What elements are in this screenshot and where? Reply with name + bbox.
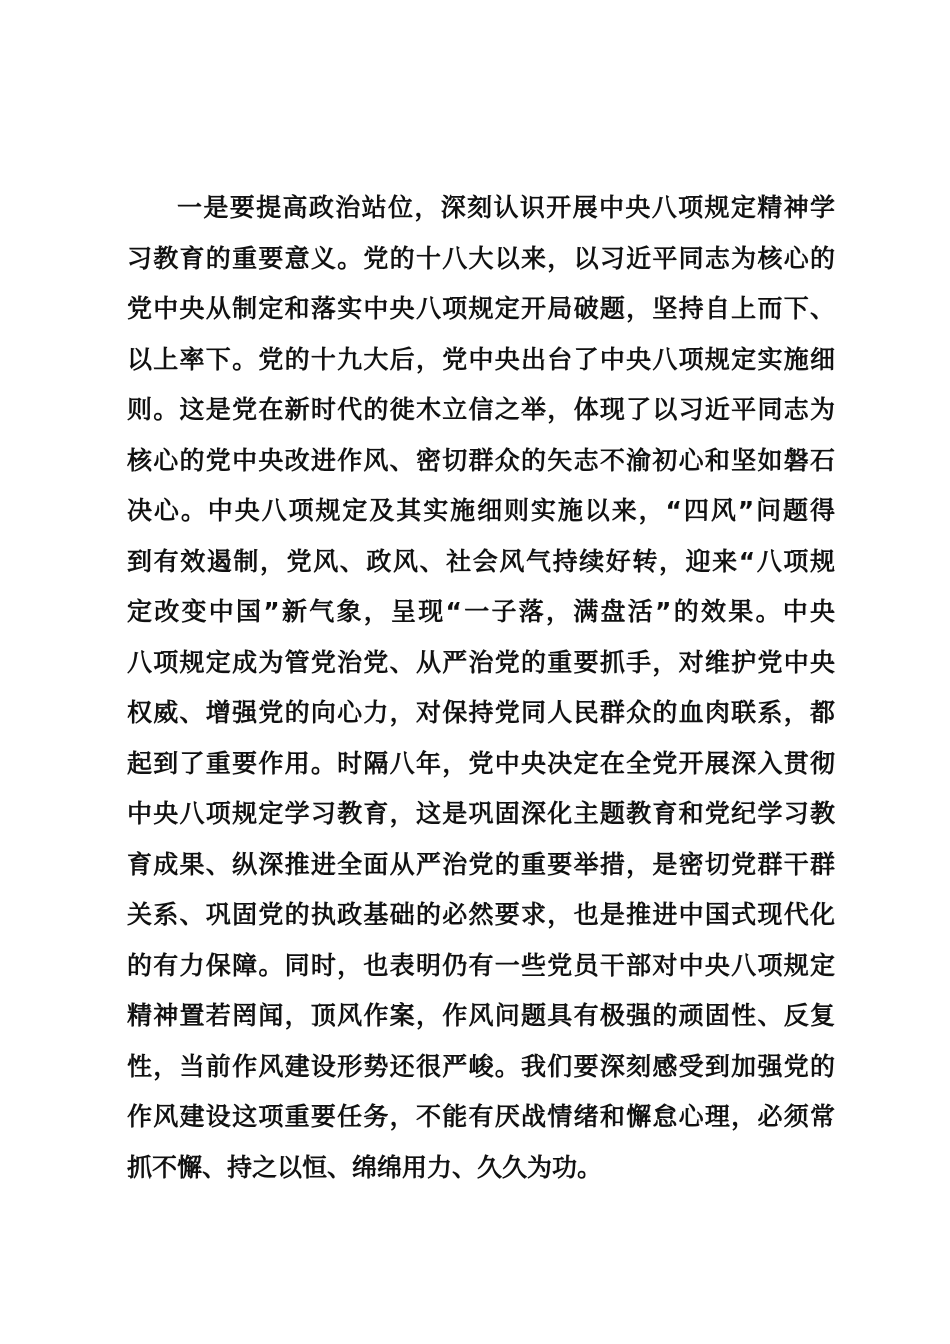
paragraph-line: 一是要提高政治站位，深刻认识开展中央八项规定精神学 (177, 193, 835, 222)
paragraph-line: 则。这是党在新时代的徙木立信之举，体现了以习近平同志为 (127, 395, 835, 424)
paragraph-line: 抓不懈、持之以恒、绵绵用力、久久为功。 (127, 1152, 603, 1182)
body-paragraph (127, 183, 835, 1193)
paragraph-line: 八项规定成为管党治党、从严治党的重要抓手，对维护党中央 (127, 647, 835, 677)
paragraph-line: 以上率下。党的十九大后，党中央出台了中央八项规定实施细 (127, 344, 835, 374)
paragraph-line: 起到了重要作用。时隔八年，党中央决定在全党开展深入贯彻 (127, 748, 835, 778)
paragraph-line: 的有力保障。同时，也表明仍有一些党员干部对中央八项规定 (127, 950, 835, 980)
paragraph-line: 精神置若罔闻，顶风作案，作风问题具有极强的顽固性、反复 (127, 1001, 835, 1030)
paragraph-line: 育成果、纵深推进全面从严治党的重要举措，是密切党群干群 (127, 849, 835, 879)
paragraph-line: 定改变中国”新气象，呈现“一子落，满盘活”的效果。中央 (127, 597, 835, 626)
paragraph-line: 作风建设这项重要任务，不能有厌战情绪和懈怠心理，必须常 (127, 1102, 835, 1131)
paragraph-line: 中央八项规定学习教育，这是巩固深化主题教育和党纪学习教 (127, 799, 835, 828)
paragraph-line: 权威、增强党的向心力，对保持党同人民群众的血肉联系，都 (127, 698, 835, 727)
paragraph-line: 到有效遏制，党风、政风、社会风气持续好转，迎来“八项规 (127, 546, 835, 576)
paragraph-line: 关系、巩固党的执政基础的必然要求，也是推进中国式现代化 (127, 900, 835, 929)
paragraph-line: 决心。中央八项规定及其实施细则实施以来，“四风”问题得 (127, 496, 835, 525)
paragraph-line: 性，当前作风建设形势还很严峻。我们要深刻感受到加强党的 (127, 1051, 835, 1081)
paragraph-line: 党中央从制定和落实中央八项规定开局破题，坚持自上而下、 (127, 294, 835, 323)
paragraph-line: 核心的党中央改进作风、密切群众的矢志不渝初心和坚如磐石 (127, 445, 835, 475)
paragraph-line: 习教育的重要意义。党的十八大以来，以习近平同志为核心的 (127, 243, 835, 273)
